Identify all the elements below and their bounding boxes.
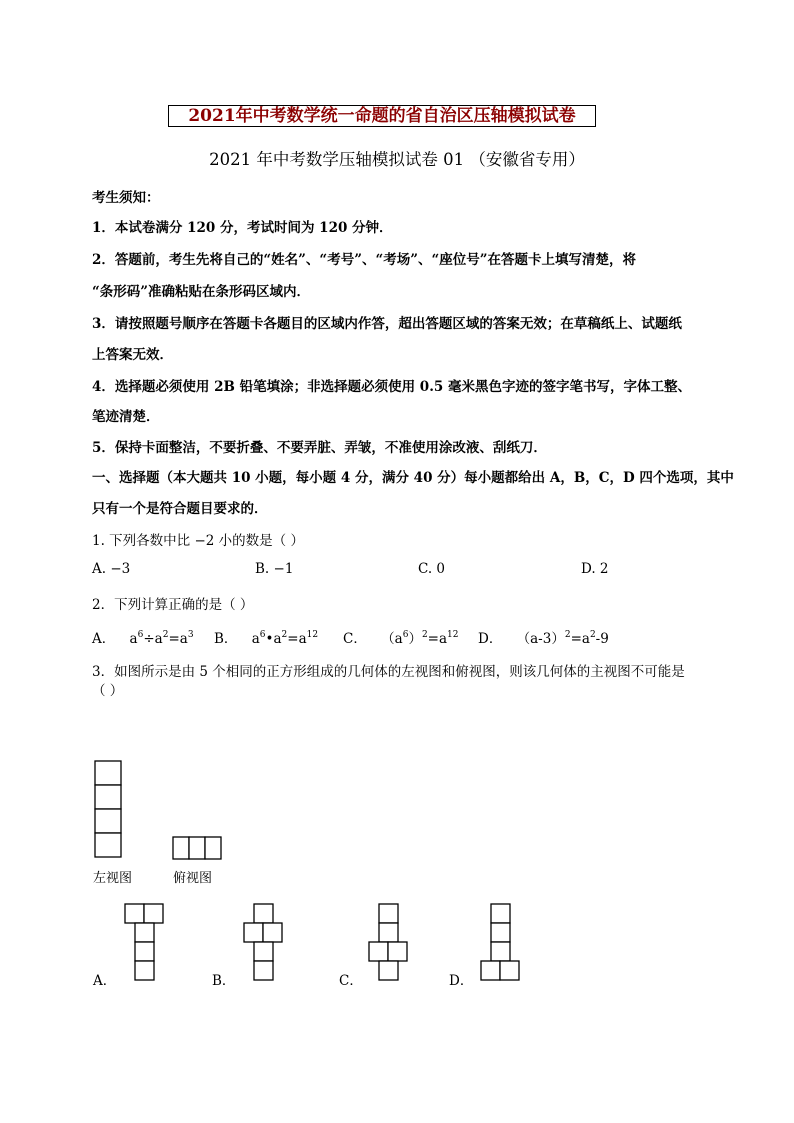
q3-option-a-label: A． [93,973,117,989]
question-1-stem: 1. 下列各数中比 −2 小的数是（ ） [92,533,304,549]
q3-option-d-label: D． [449,973,474,989]
question-3-stem-cont: （ ） [92,683,124,699]
section-heading-cont: 只有一个是符合题目要求的． [92,501,268,517]
q2-option-b [214,627,318,647]
q2-option-c-label: C． [343,631,367,647]
q2-option-b-expr: $a^6•a^2=a^{12}$ [251,630,319,647]
document-title: 2021 年中考数学压轴模拟试卷 01 （安徽省专用） [209,150,585,169]
question-3-stem: 3．如图所示是由 5 个相同的正方形组成的几何体的左视图和俯视图，则该几何体的主视图不可能是 [92,664,685,680]
section-heading: 一、选择题（本大题共 10 小题，每小题 4 分，满分 40 分）每小题都给出 A，B，C，D 四个选项，其中 [92,470,734,486]
q3-option-d-figure [480,903,524,983]
q2-option-d-expr: $(a-3)^2=a^2-9$ [516,630,609,647]
notice-item-5: 5．保持卡面整洁，不要折叠、不要弄脏、弄皱，不准使用涂改液、刮纸刀． [92,440,547,456]
top-view-figure [172,836,224,862]
q1-option-a: A. −3 [92,561,131,577]
notice-item-4-cont: 笔迹清楚． [92,409,160,425]
notice-item-2: 2．答题前，考生先将自己的“姓名”、“考号”、“考场”、“座位号”在答题卡上填写清楚，将 [92,252,637,268]
q2-option-a [92,627,194,647]
q2-option-d [478,627,609,647]
q3-option-c-label: C． [339,973,363,989]
q1-option-d: D. 2 [581,561,609,577]
notice-item-3: 3．请按照题号顺序在答题卡各题目的区域内作答，超出答题区域的答案无效；在草稿纸上、试题纸 [92,316,682,332]
q1-option-c: C. 0 [418,561,446,577]
top-view-caption: 俯视图 [173,871,213,886]
q2-option-b-label: B． [214,631,238,647]
notice-item-1: 1．本试卷满分 120 分，考试时间为 120 分钟． [92,220,393,236]
q3-option-b-figure [243,903,287,983]
q2-option-a-label: A． [92,631,116,647]
q2-option-c-expr: $(a^6)^2=a^{12}$ [381,630,459,647]
question-2-stem: 2．下列计算正确的是（ ） [92,597,254,613]
q2-option-a-expr: $a^6\div a^2=a^3$ [129,630,194,647]
q3-option-a-figure [124,903,168,983]
q2-option-c [343,627,459,647]
q3-option-c-figure [368,903,412,983]
left-view-figure [94,760,124,862]
q2-option-d-label: D． [478,631,503,647]
notice-item-2-cont: “条形码”准确粘贴在条形码区域内． [92,284,311,300]
notice-item-3-cont: 上答案无效． [92,347,173,363]
notice-item-4: 4．选择题必须使用 2B 铅笔填涂；非选择题必须使用 0.5 毫米黑色字迹的签字笔书写，字体工整、 [92,379,691,395]
left-view-caption: 左视图 [93,871,133,886]
q3-option-b-label: B． [212,973,236,989]
collection-banner: 2021年中考数学统一命题的省自治区压轴模拟试卷 [168,105,596,127]
q1-option-b: B. −1 [255,561,294,577]
notice-heading: 考生须知： [92,190,160,206]
